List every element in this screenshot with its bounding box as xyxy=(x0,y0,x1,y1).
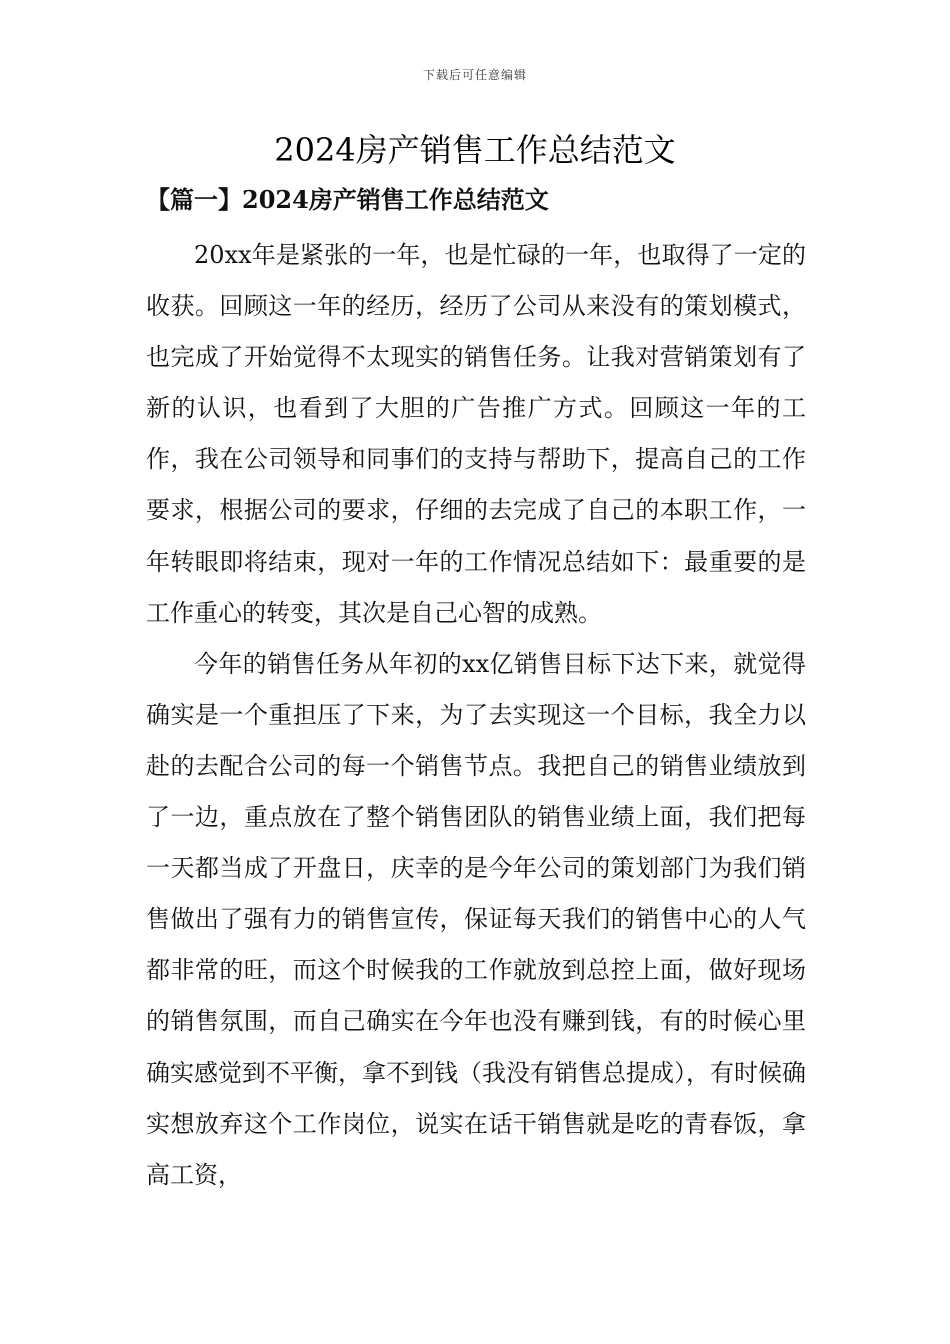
document-body xyxy=(146,230,806,1201)
document-title: 2024房产销售工作总结范文 xyxy=(274,131,676,169)
header-note: 下载后可任意编辑 xyxy=(422,68,527,82)
paragraph-2: 今年的销售任务从年初的xx亿销售目标下达下来，就觉得确实是一个重担压了下来，为了去实现这一个目标，我全力以赴的去配合公司的每一个销售节点。我把自己的销售业绩放到了一边，重点放在了整个销售团队的销售业绩上面，我们把每一天都当成了开盘日，庆幸的是今年公司的策划部门为我们销售做出了强有力的销售宣传，保证每天我们的销售中心的人气都非常的旺，而这个时候我的工作就放到总控上面，做好现场的销售氛围，而自己确实在今年也没有赚到钱，有的时候心里确实感觉到不平衡，拿不到钱（我没有销售总提成），有时候确实想放弃这个工作岗位，说实在话干销售就是吃的青春饭，拿高工资， xyxy=(146,649,806,1189)
paragraph-1: 20xx年是紧张的一年，也是忙碌的一年，也取得了一定的收获。回顾这一年的经历，经历了公司从来没有的策划模式，也完成了开始觉得不太现实的销售任务。让我对营销策划有了新的认识，也看到了大胆的广告推广方式。回顾这一年的工作，我在公司领导和同事们的支持与帮助下，提高自己的工作要求，根据公司的要求，仔细的去完成了自己的本职工作，一年转眼即将结束，现对一年的工作情况总结如下：最重要的是工作重心的转变，其次是自己心智的成熟。 xyxy=(146,241,806,627)
section-heading: 【篇一】2024房产销售工作总结范文 xyxy=(146,185,549,214)
